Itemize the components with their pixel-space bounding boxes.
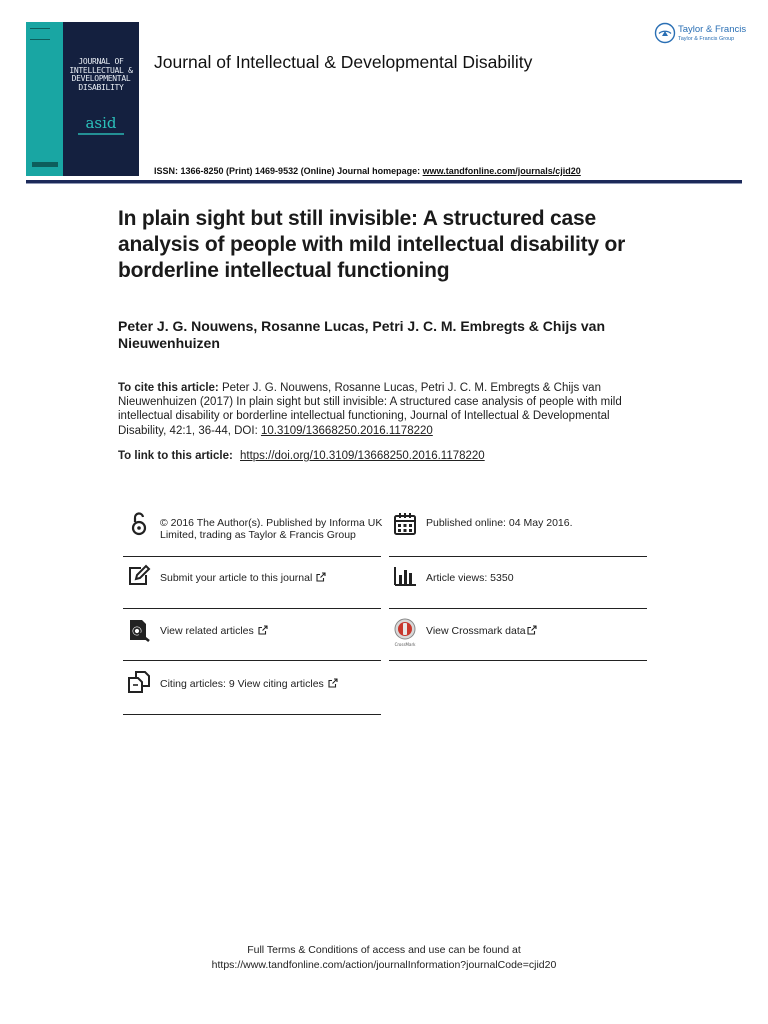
external-link-icon (328, 678, 338, 688)
publisher-logo[interactable] (654, 22, 746, 46)
cover-publisher-mark (32, 162, 58, 167)
terms-footer: Full Terms & Conditions of access and use can be found at https://www.tandfonline.com/action/journalInformation?journalCode=cjid20 (100, 943, 668, 972)
header-rule-shadow (26, 183, 742, 184)
crossmark-icon (393, 618, 417, 648)
submit-article-link[interactable]: Submit your article to this journal (160, 572, 385, 584)
submit-article-cell[interactable] (123, 562, 381, 608)
article-views-text: Article views: 5350 (426, 572, 514, 584)
cover-stripe (26, 22, 63, 176)
publisher-name: Taylor & Francis (678, 24, 747, 35)
cover-ornament (30, 28, 50, 40)
external-link-icon (527, 625, 537, 635)
divider (389, 556, 647, 557)
open-access-cell (123, 510, 381, 556)
published-cell (389, 510, 647, 556)
issn-line: ISSN: 1366-8250 (Print) 1469-9532 (Online) Journal homepage: www.tandfonline.com/journals/cjid20 (154, 166, 581, 176)
journal-homepage-link[interactable]: www.tandfonline.com/journals/cjid20 (422, 166, 581, 176)
divider (123, 660, 381, 661)
calendar-icon (393, 512, 417, 536)
open-access-text: © 2016 The Author(s). Published by Informa UK Limited, trading as Taylor & Francis Group (160, 517, 383, 541)
external-link-icon (258, 625, 268, 635)
crossmark-cell[interactable] (389, 614, 647, 660)
search-document-icon (127, 618, 151, 642)
taylor-francis-logo-icon (654, 22, 676, 44)
article-authors: Peter J. G. Nouwens, Rosanne Lucas, Petri J. C. M. Embregts & Chijs van Nieuwenhuizen (118, 318, 606, 351)
citation-block: To cite this article: Peter J. G. Nouwens, Rosanne Lucas, Petri J. C. M. Embregts & Chijs van Nieuwenhuizen (2017) In plain sight but still invisible: A structured case analysis of people with mild intellectual disability or borderline intellectual functioning, Journal of Intellectual & Developmental Disability, 42:1, 36-44, DOI: 10.3109/13668250.2016.1178220 (118, 382, 622, 437)
doi-link[interactable]: 10.3109/13668250.2016.1178220 (260, 424, 433, 437)
cover-title: JOURNAL OF INTELLECTUAL & DEVELOPMENTAL DISABILITY (69, 57, 133, 92)
article-doi-link[interactable]: https://doi.org/10.3109/13668250.2016.1178220 (240, 450, 485, 462)
svg-text:CrossMark: CrossMark (394, 642, 416, 647)
publisher-group: Taylor & Francis Group (678, 36, 735, 42)
journal-cover (26, 22, 139, 176)
divider (389, 660, 647, 661)
citing-documents-icon (127, 670, 151, 694)
published-text: Published online: 04 May 2016. (426, 517, 573, 529)
edit-icon (127, 564, 151, 588)
divider (123, 608, 381, 609)
external-link-icon (316, 572, 326, 582)
terms-link[interactable]: https://www.tandfonline.com/action/journalInformation?journalCode=cjid20 (211, 958, 557, 971)
journal-title: Journal of Intellectual & Developmental Disability (154, 52, 533, 72)
cover-asid-logo: asid (85, 114, 117, 132)
divider (123, 714, 381, 715)
divider (389, 608, 647, 609)
citing-articles-link[interactable]: Citing articles: 9 View citing articles (160, 678, 385, 690)
cover-asid-underline (78, 133, 124, 135)
article-views-cell (389, 562, 647, 608)
citing-articles-cell[interactable] (123, 666, 381, 714)
divider (123, 556, 381, 557)
related-articles-link[interactable]: View related articles (160, 625, 385, 637)
related-articles-cell[interactable] (123, 614, 381, 660)
crossmark-link[interactable]: View Crossmark data (426, 625, 646, 637)
article-link-line: To link to this article: https://doi.org/10.3109/13668250.2016.1178220 (118, 450, 485, 462)
bar-chart-icon (393, 564, 417, 588)
open-access-icon (127, 512, 151, 536)
article-title: In plain sight but still invisible: A structured case analysis of people with mild intellectual disability or borderline intellectual functioning (118, 207, 626, 282)
